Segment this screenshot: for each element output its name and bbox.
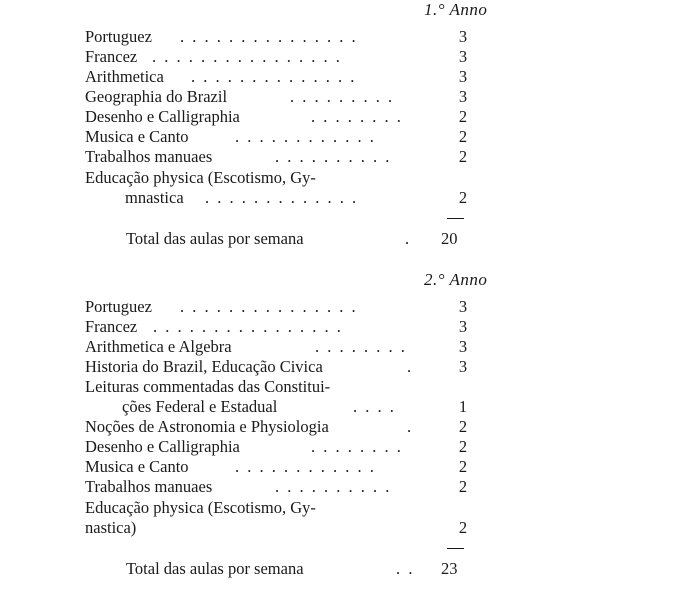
year-2-heading: 2.° Anno	[424, 270, 488, 289]
subject-label: Arithmetica	[85, 67, 164, 86]
subject-hours: 3	[458, 87, 468, 106]
subject-row	[85, 168, 475, 188]
subject-hours: 2	[458, 477, 468, 496]
leader-dots: . . . . . . . . . . . . . . . .	[153, 317, 343, 336]
subject-hours: 3	[458, 297, 468, 316]
subject-label: Trabalhos manuaes	[85, 147, 213, 166]
subject-row	[85, 188, 475, 208]
subject-row	[85, 437, 475, 457]
leader-dots: . . . . . . . .	[311, 437, 403, 456]
subject-row	[85, 377, 475, 397]
subject-row	[85, 337, 475, 357]
subject-label: mnastica	[125, 188, 184, 207]
leader-dots: .	[407, 357, 414, 376]
subject-label: Musica e Canto	[85, 127, 189, 146]
subject-hours: 3	[458, 337, 468, 356]
subject-label: Francez	[85, 317, 138, 336]
leader-dots: . . . . . . . . . .	[275, 147, 392, 166]
subject-hours: 2	[458, 457, 468, 476]
total-label: Total das aulas por semana	[126, 559, 304, 578]
subject-hours: 3	[458, 357, 468, 376]
subject-label: Educação physica (Escotismo, Gy-	[85, 498, 316, 517]
leader-dots: . . . . . . . . . . . . .	[205, 188, 359, 207]
subject-label: Arithmetica e Algebra	[85, 337, 232, 356]
year-1-heading: 1.° Anno	[424, 0, 488, 19]
subject-hours: 3	[458, 67, 468, 86]
total-value: 23	[441, 559, 458, 578]
subject-label: Francez	[85, 47, 138, 66]
subject-hours: 2	[458, 437, 468, 456]
subject-label: Geographia do Brazil	[85, 87, 228, 106]
subject-hours: 3	[458, 47, 468, 66]
subject-hours: 2	[458, 147, 468, 166]
subject-label: Trabalhos manuaes	[85, 477, 213, 496]
total-row	[126, 558, 476, 580]
subject-hours: 2	[458, 107, 468, 126]
subject-label: Portuguez	[85, 27, 152, 46]
subject-label: Musica e Canto	[85, 457, 189, 476]
subject-row	[85, 317, 475, 337]
subject-hours: 3	[458, 27, 468, 46]
subject-hours: 2	[458, 518, 468, 537]
leader-dots: .	[405, 229, 410, 248]
total-rule	[447, 218, 464, 219]
leader-dots: . .	[396, 559, 413, 578]
subject-hours: 2	[458, 188, 468, 207]
subject-row	[85, 518, 475, 538]
leader-dots: . . . . . . . . . . . . . . .	[180, 27, 358, 46]
leader-dots: .	[407, 417, 414, 436]
total-value: 20	[441, 229, 458, 248]
subject-label: Historia do Brazil, Educação Civica	[85, 357, 323, 376]
leader-dots: . . . . . . . . . . . .	[235, 127, 376, 146]
subject-row	[85, 87, 475, 107]
subject-label: Desenho e Calligraphia	[85, 437, 240, 456]
subject-hours: 2	[458, 417, 468, 436]
subject-row	[85, 477, 475, 497]
subject-row	[85, 357, 475, 377]
leader-dots: . . . . . . . . . . . .	[235, 457, 376, 476]
subject-hours: 3	[458, 317, 468, 336]
leader-dots: . . . . . . . . .	[290, 87, 395, 106]
leader-dots: . . . . . . . . . . . . . . .	[180, 297, 358, 316]
total-row	[126, 228, 476, 250]
subject-label: Noções de Astronomia e Physiologia	[85, 417, 329, 436]
subject-label: Leituras commentadas das Constitui-	[85, 377, 331, 396]
subject-hours: 1	[458, 397, 468, 416]
subject-row	[85, 47, 475, 67]
leader-dots: . . . . . . . . . .	[275, 477, 392, 496]
subject-label: Educação physica (Escotismo, Gy-	[85, 168, 316, 187]
subject-row	[85, 457, 475, 477]
subject-label: Portuguez	[85, 297, 152, 316]
leader-dots: . . . . . . . .	[311, 107, 403, 126]
leader-dots: . . . . . . . . . . . . . .	[191, 67, 357, 86]
subject-row	[85, 107, 475, 127]
subject-label: Desenho e Calligraphia	[85, 107, 240, 126]
subject-hours: 2	[458, 127, 468, 146]
subject-row	[85, 67, 475, 87]
leader-dots: . . . . . . . . . . . . . . . .	[152, 47, 342, 66]
subject-row	[85, 498, 475, 518]
subject-row	[85, 417, 475, 437]
total-rule	[447, 548, 464, 549]
leader-dots: . . . .	[353, 397, 396, 416]
subject-row	[85, 397, 475, 417]
leader-dots: . . . . . . . .	[315, 337, 407, 356]
subject-label: ções Federal e Estadual	[122, 397, 278, 416]
subject-row	[85, 297, 475, 317]
subject-row	[85, 27, 475, 47]
subject-row	[85, 147, 475, 167]
subject-row	[85, 127, 475, 147]
total-label: Total das aulas por semana	[126, 229, 304, 248]
subject-label: nastica)	[85, 518, 137, 537]
